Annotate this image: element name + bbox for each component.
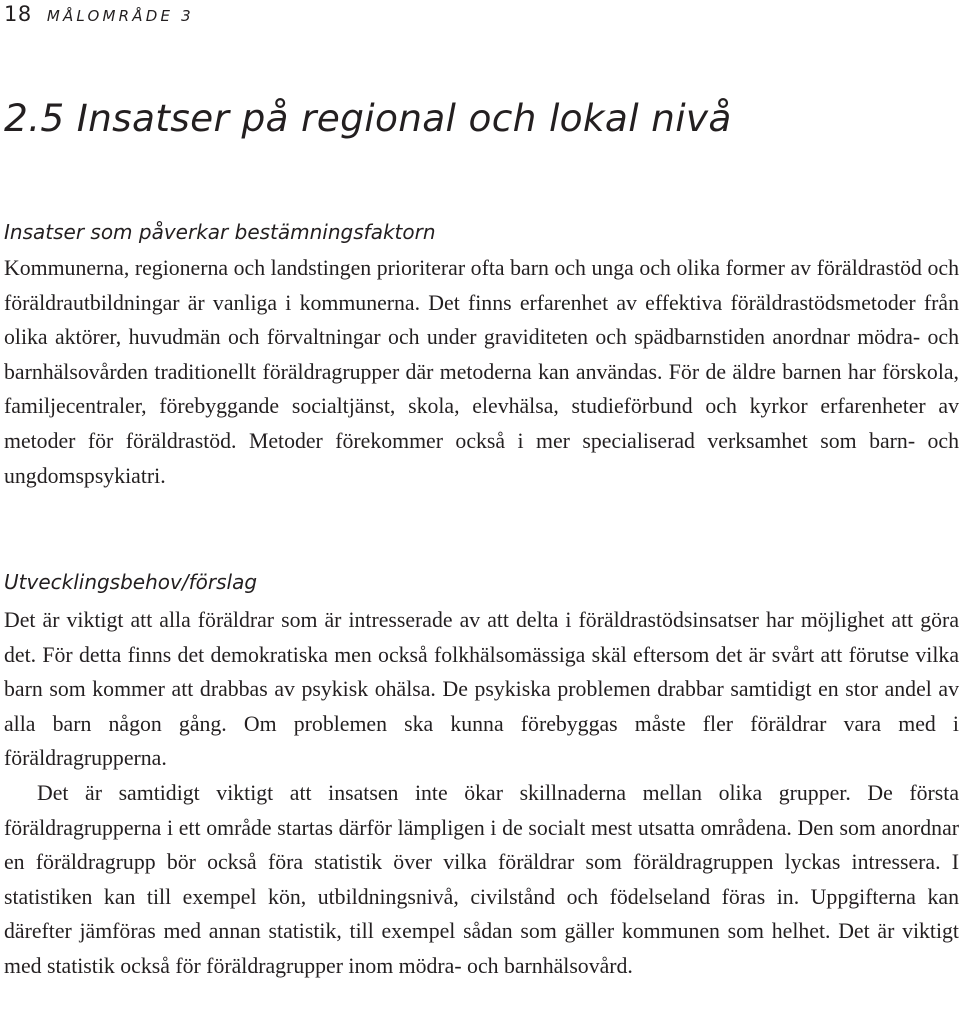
body-paragraph: Det är viktigt att alla föräldrar som är intresserade av att delta i föräldrastödsinsatser har möjlighet att göra det. För detta finns det demokratiska men också folkhälsomässiga skäl eftersom det är svårt att förutse vilka barn som kommer att drabbas av psykisk ohälsa. De psykiska problemen drabbar samtidigt en stor andel av alla barn någon gång. Om problemen ska kunna förebyggas måste fler föräldrar vara med i föräldragrupperna. — [4, 608, 959, 771]
section-title: 2.5 Insatser på regional och lokal nivå — [4, 96, 732, 140]
body-paragraph-indented: Det är samtidigt viktigt att insatsen inte ökar skillnaderna mellan olika grupper. De första föräldragrupperna i ett område startas därför lämpligen i de socialt mest utsatta områdena. Den som anordnar en föräldragrupp bör också föra statistik över vilka föräldrar som föräldragruppen lyckas intressera. I statistiken kan till exempel kön, utbildningsnivå, civilstånd och födelseland föras in. Uppgifterna kan därefter jämföras med annan statistik, till exempel sådan som gäller kommunen som helhet. Det är viktigt med statistik också för föräldragrupper inom mödra- och barnhälsovård. — [4, 781, 959, 978]
body-paragraph: Kommunerna, regionerna och landstingen prioriterar ofta barn och unga och olika former av föräldrastöd och föräldrautbildningar är vanliga i kommunerna. Det finns erfarenhet av effektiva föräldrastödsmetoder från olika aktörer, huvudmän och förvaltningar och under graviditeten och spädbarnstiden anordnar mödra- och barnhälsovården traditionellt föräldragrupper där metoderna kan användas. För de äldre barnen har förskola, familjecentraler, förebyggande socialtjänst, skola, elevhälsa, studieförbund och kyrkor erfarenheter av metoder för föräldrastöd. Metoder förekommer också i mer specialiserad verksamhet som barn- och ungdomspsykiatri. — [4, 256, 959, 488]
page-header — [4, 2, 194, 32]
running-section-label: MÅLOMRÅDE 3 — [46, 7, 194, 25]
subheading-insatser: Insatser som påverkar bestämningsfaktorn — [4, 220, 436, 244]
page-number: 18 — [4, 2, 32, 26]
subheading-utvecklingsbehov: Utvecklingsbehov/förslag — [4, 570, 258, 594]
